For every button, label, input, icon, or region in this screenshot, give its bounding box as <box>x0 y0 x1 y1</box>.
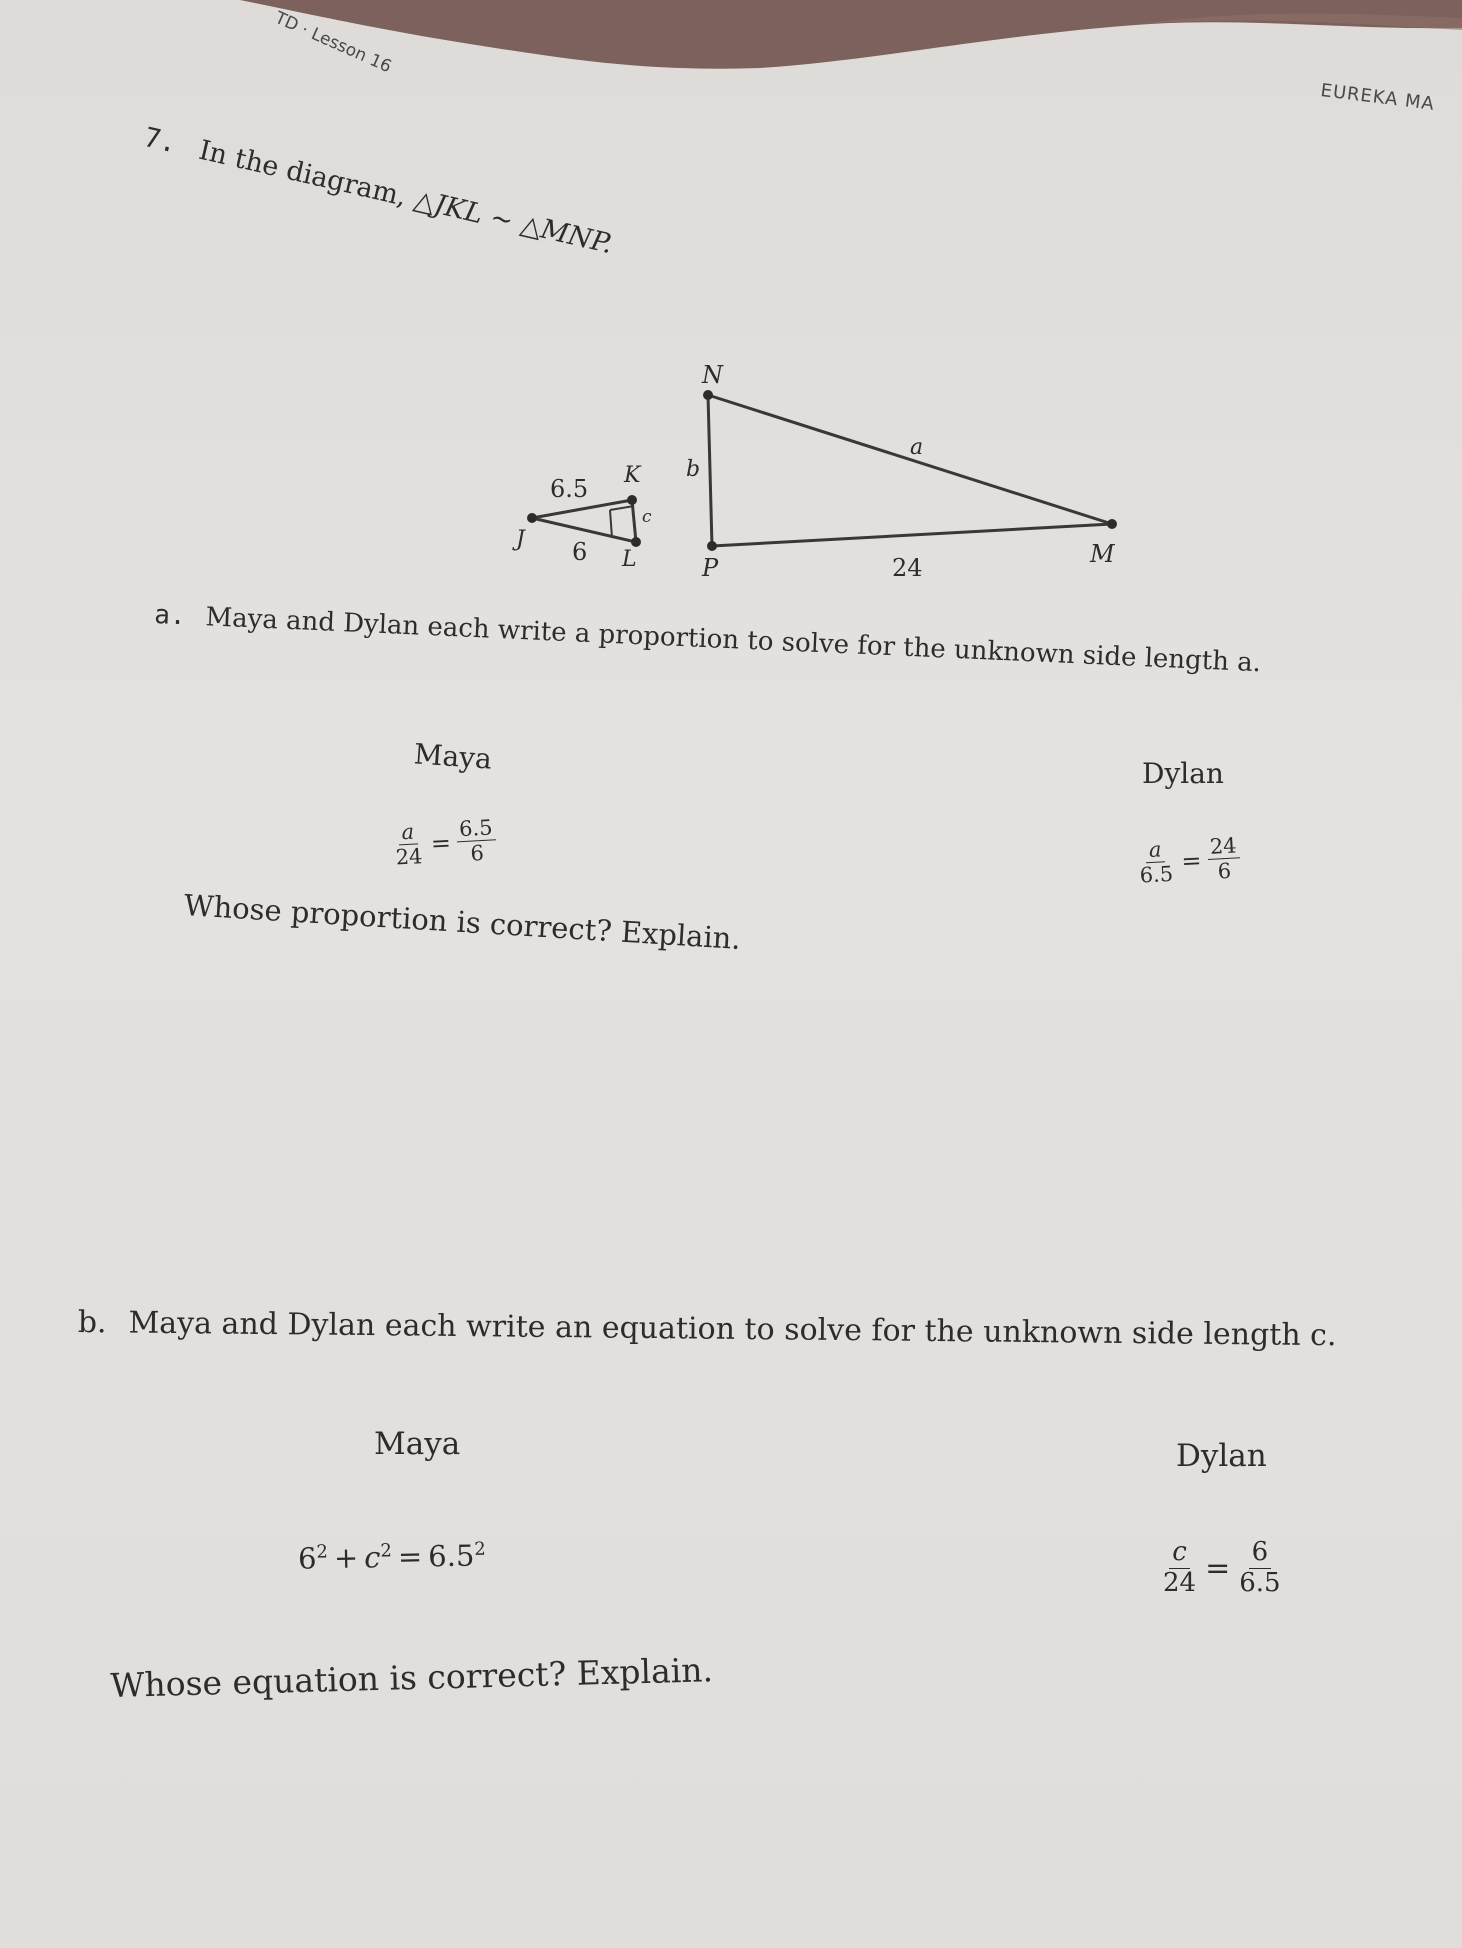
label-p: P <box>702 554 719 582</box>
publisher-header: EUREKA MA <box>1319 80 1436 115</box>
dylan-right-fraction-b: $\frac{6}{6.5}$ <box>1239 1537 1281 1598</box>
label-k: K <box>624 463 641 488</box>
dylan-right-fraction: $\frac{24}{6}$ <box>1206 833 1241 884</box>
label-6: 6 <box>572 538 588 566</box>
problem-number: 7. <box>141 122 180 160</box>
part-b-prompt <box>78 1305 1337 1353</box>
triangle-diagram <box>0 0 1462 620</box>
label-b: b <box>686 457 701 482</box>
part-a-label: a. <box>153 600 187 632</box>
part-b-text: Maya and Dylan each write an equation to solve for the unknown side length c. <box>128 1305 1337 1354</box>
dylan-proportion: $\frac{a}{6.5}$ = $\frac{24}{6}$ <box>1135 833 1242 888</box>
maya-left-fraction: $\frac{a}{24}$ <box>395 819 424 870</box>
part-a-text: Maya and Dylan each write a proportion to solve for the unknown side length a. <box>204 602 1262 679</box>
label-c: c <box>642 507 652 527</box>
dylan-name-a: Dylan <box>1142 757 1224 790</box>
maya-proportion: $\frac{a}{24}$ = $\frac{6.5}{6}$ <box>391 815 498 870</box>
label-l: L <box>622 547 637 572</box>
maya-name-a: Maya <box>412 737 493 776</box>
triangle-mnp <box>703 390 1117 551</box>
label-n: N <box>702 361 723 389</box>
part-b-label: b. <box>77 1305 107 1341</box>
dylan-left-fraction: $\frac{a}{6.5}$ <box>1139 837 1174 888</box>
dylan-name-b: Dylan <box>1176 1438 1267 1474</box>
maya-name-b: Maya <box>374 1426 461 1462</box>
part-a-question: Whose proportion is correct? Explain. <box>182 888 742 956</box>
label-6-5: 6.5 <box>550 475 589 503</box>
label-m: M <box>1090 540 1115 568</box>
maya-equation: $6^2 + c^2 = 6.5^2$ <box>297 1538 486 1576</box>
prompt-text: In the diagram, <box>196 134 418 215</box>
dylan-equation: $\frac{c}{24}$ = $\frac{6}{6.5}$ <box>1160 1538 1284 1599</box>
lesson-header: TD · Lesson 16 <box>271 8 395 78</box>
label-a: a <box>910 435 924 460</box>
similarity-statement: △JKL ~ △MNP. <box>410 184 616 261</box>
part-b-question: Whose equation is correct? Explain. <box>110 1650 714 1705</box>
label-24: 24 <box>892 554 923 582</box>
label-j: J <box>516 527 525 552</box>
maya-right-fraction: $\frac{6.5}{6}$ <box>456 815 498 866</box>
dylan-left-fraction-b: $\frac{c}{24}$ <box>1163 1537 1197 1598</box>
